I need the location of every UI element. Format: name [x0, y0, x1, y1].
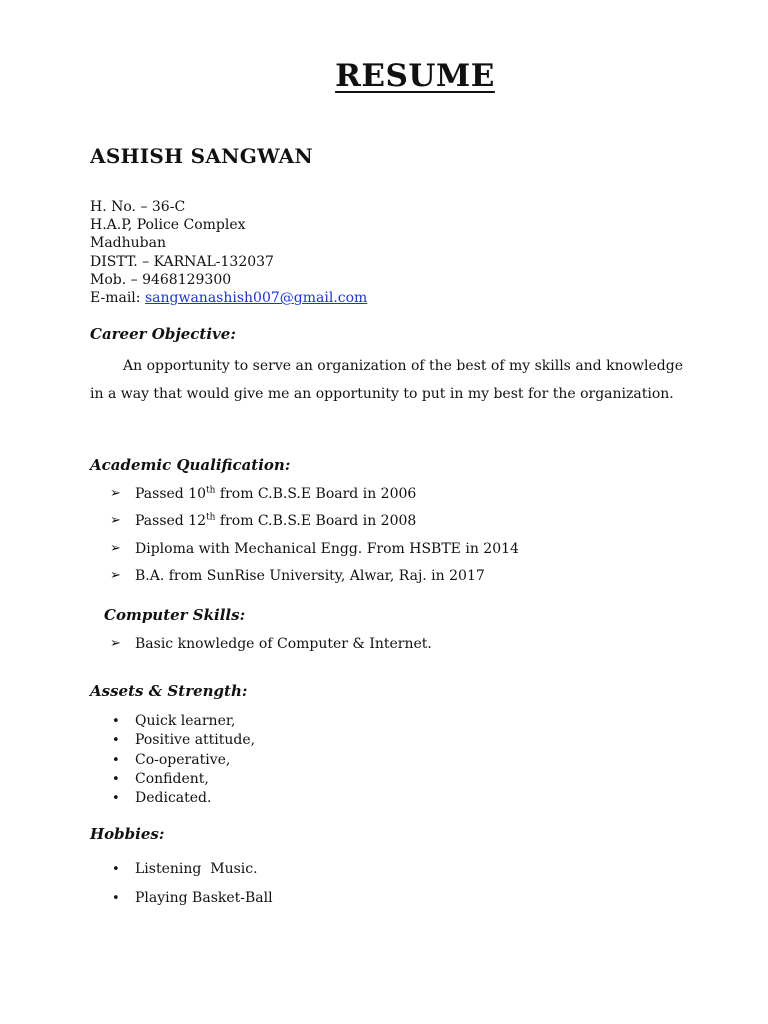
- list-item: ➢ Passed 12th from C.B.S.E Board in 2008: [110, 512, 417, 530]
- computer-skills-heading: Computer Skills:: [104, 606, 246, 624]
- email-link[interactable]: sangwanashish007@gmail.com: [144, 290, 368, 307]
- academic-heading: Academic Qualification:: [90, 456, 291, 474]
- career-objective-heading: Career Objective:: [90, 325, 236, 343]
- assets-list: [112, 712, 255, 808]
- contact-mobile: Mob. – 9468129300: [90, 271, 232, 288]
- arrow-bullet-icon: ➢: [110, 513, 121, 529]
- computer-skills-list: [110, 636, 432, 663]
- list-item: • Co-operative,: [112, 751, 255, 770]
- address-district: DISTT. – KARNAL-132037: [90, 253, 274, 270]
- list-item: • Positive attitude,: [112, 731, 255, 750]
- bullet-icon: •: [112, 791, 120, 807]
- address-area: Madhuban: [90, 235, 167, 252]
- career-objective-text: An opportunity to serve an organization of the best of my skills and knowledge in a way that would give me an opportunity to put in my best for the organization.: [90, 358, 683, 402]
- list-item: • Dedicated.: [112, 789, 255, 808]
- list-item: ➢ Passed 10th from C.B.S.E Board in 2006: [110, 485, 417, 502]
- list-item: ➢ Diploma with Mechanical Engg. From HSBTE in 2014: [110, 540, 519, 557]
- hobbies-heading: Hobbies:: [90, 825, 165, 843]
- arrow-bullet-icon: ➢: [110, 486, 121, 501]
- bullet-icon: •: [112, 714, 120, 729]
- list-item: ➢ B.A. from SunRise University, Alwar, Raj. in 2017: [110, 567, 485, 584]
- list-item: • Listening Music.: [112, 855, 273, 884]
- bullet-icon: •: [112, 891, 120, 906]
- list-item: • Confident,: [112, 770, 255, 789]
- arrow-bullet-icon: ➢: [110, 540, 121, 556]
- document-title: RESUME: [335, 58, 495, 94]
- address-complex: H.A.P, Police Complex: [90, 217, 246, 234]
- bullet-icon: •: [112, 862, 120, 877]
- arrow-bullet-icon: ➢: [110, 636, 121, 651]
- arrow-bullet-icon: ➢: [110, 567, 121, 583]
- candidate-name: ASHISH SANGWAN: [90, 144, 314, 168]
- list-item: • Playing Basket-Ball: [112, 884, 273, 913]
- address-house: H. No. – 36-C: [90, 199, 186, 215]
- hobbies-list: [112, 855, 273, 913]
- bullet-icon: •: [112, 752, 120, 768]
- academic-list: [110, 486, 519, 595]
- list-item: • Quick learner,: [112, 712, 255, 731]
- contact-email-row: [90, 289, 367, 307]
- list-item: ➢ Basic knowledge of Computer & Internet.: [110, 636, 432, 652]
- bullet-icon: •: [112, 733, 120, 749]
- contact-address: [90, 198, 367, 307]
- bullet-icon: •: [112, 771, 120, 787]
- email-label: E-mail:: [90, 290, 145, 307]
- assets-heading: Assets & Strength:: [90, 682, 248, 700]
